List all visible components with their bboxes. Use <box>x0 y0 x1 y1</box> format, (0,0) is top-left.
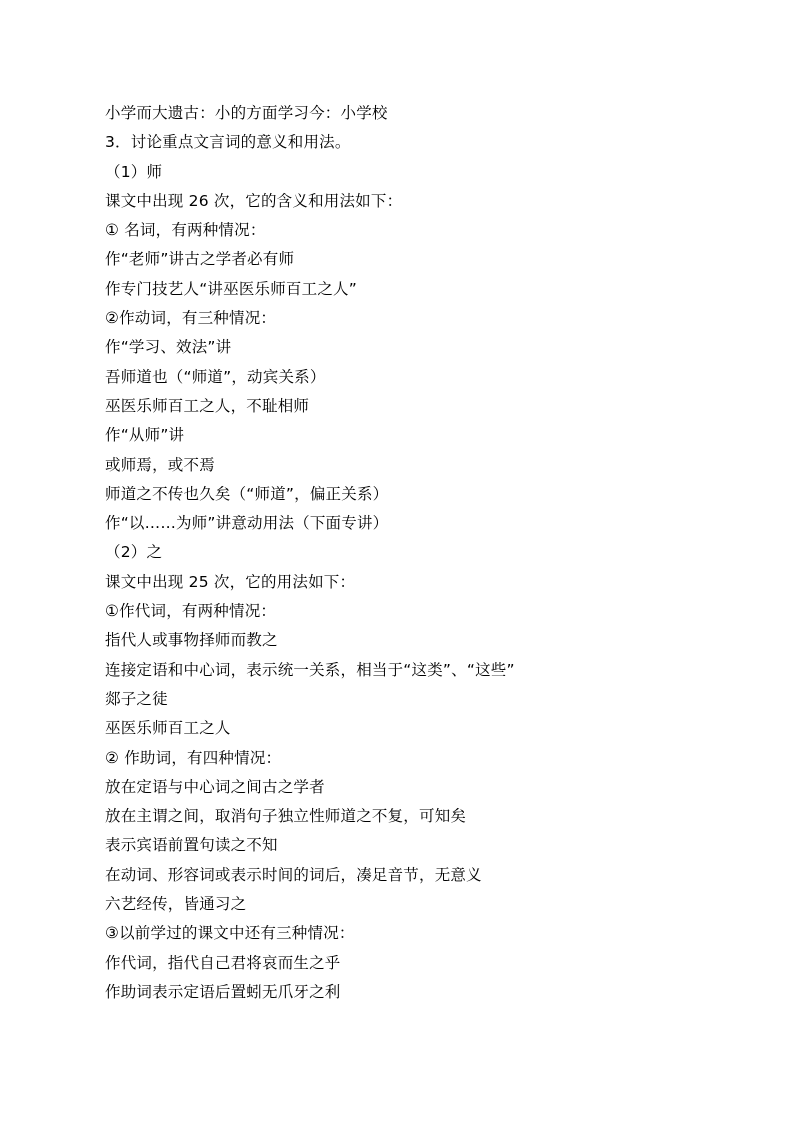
document-body <box>105 99 725 1007</box>
text-line: 表示宾语前置句读之不知 <box>105 836 278 855</box>
text-line: 放在定语与中心词之间古之学者 <box>105 777 325 796</box>
text-line: 巫医乐师百工之人 <box>105 719 231 738</box>
text-line: 作“从师”讲 <box>105 426 185 445</box>
text-line: ① 名词，有两种情况： <box>105 221 266 240</box>
text-line: 连接定语和中心词，表示统一关系，相当于“这类”、“这些” <box>105 660 515 679</box>
text-line: 巫医乐师百工之人，不耻相师 <box>105 396 310 415</box>
text-line: 课文中出现 26 次，它的含义和用法如下： <box>105 191 403 210</box>
section-heading: 3．讨论重点文言词的意义和用法。 <box>105 133 351 152</box>
text-line: ②作动词，有三种情况： <box>105 309 277 328</box>
subsection-heading: （1）师 <box>105 162 163 181</box>
text-line: ③以前学过的课文中还有三种情况： <box>105 924 355 943</box>
text-line: 六艺经传，皆通习之 <box>105 895 247 914</box>
text-line: 或师焉，或不焉 <box>105 455 215 474</box>
text-line: 作“以……为师”讲意动用法（下面专讲） <box>105 514 389 533</box>
text-line: 课文中出现 25 次，它的用法如下： <box>105 572 356 591</box>
text-line: 小学而大遗古：小的方面学习今：小学校 <box>105 104 388 122</box>
text-line: 师道之不传也久矣（“师道”，偏正关系） <box>105 484 389 503</box>
text-line: 指代人或事物择师而教之 <box>105 631 278 650</box>
text-line: 作“学习、效法”讲 <box>105 338 232 357</box>
text-line: 作专门技艺人“讲巫医乐师百工之人” <box>105 279 357 298</box>
text-line: ② 作助词，有四种情况： <box>105 748 282 767</box>
text-line: 作助词表示定语后置蚓无爪牙之利 <box>105 982 341 1001</box>
text-line: 放在主谓之间，取消句子独立性师道之不复，可知矣 <box>105 807 467 826</box>
text-line: 吾师道也（“师道”，动宾关系） <box>105 367 326 386</box>
text-line: 作代词，指代自己君将哀而生之乎 <box>105 953 341 972</box>
subsection-heading: （2）之 <box>105 543 163 562</box>
text-line: 作“老师”讲古之学者必有师 <box>105 250 295 269</box>
text-line: 郯子之徒 <box>105 689 168 708</box>
text-line: 在动词、形容词或表示时间的词后，凑足音节，无意义 <box>105 865 482 884</box>
text-line: ①作代词，有两种情况： <box>105 602 277 621</box>
